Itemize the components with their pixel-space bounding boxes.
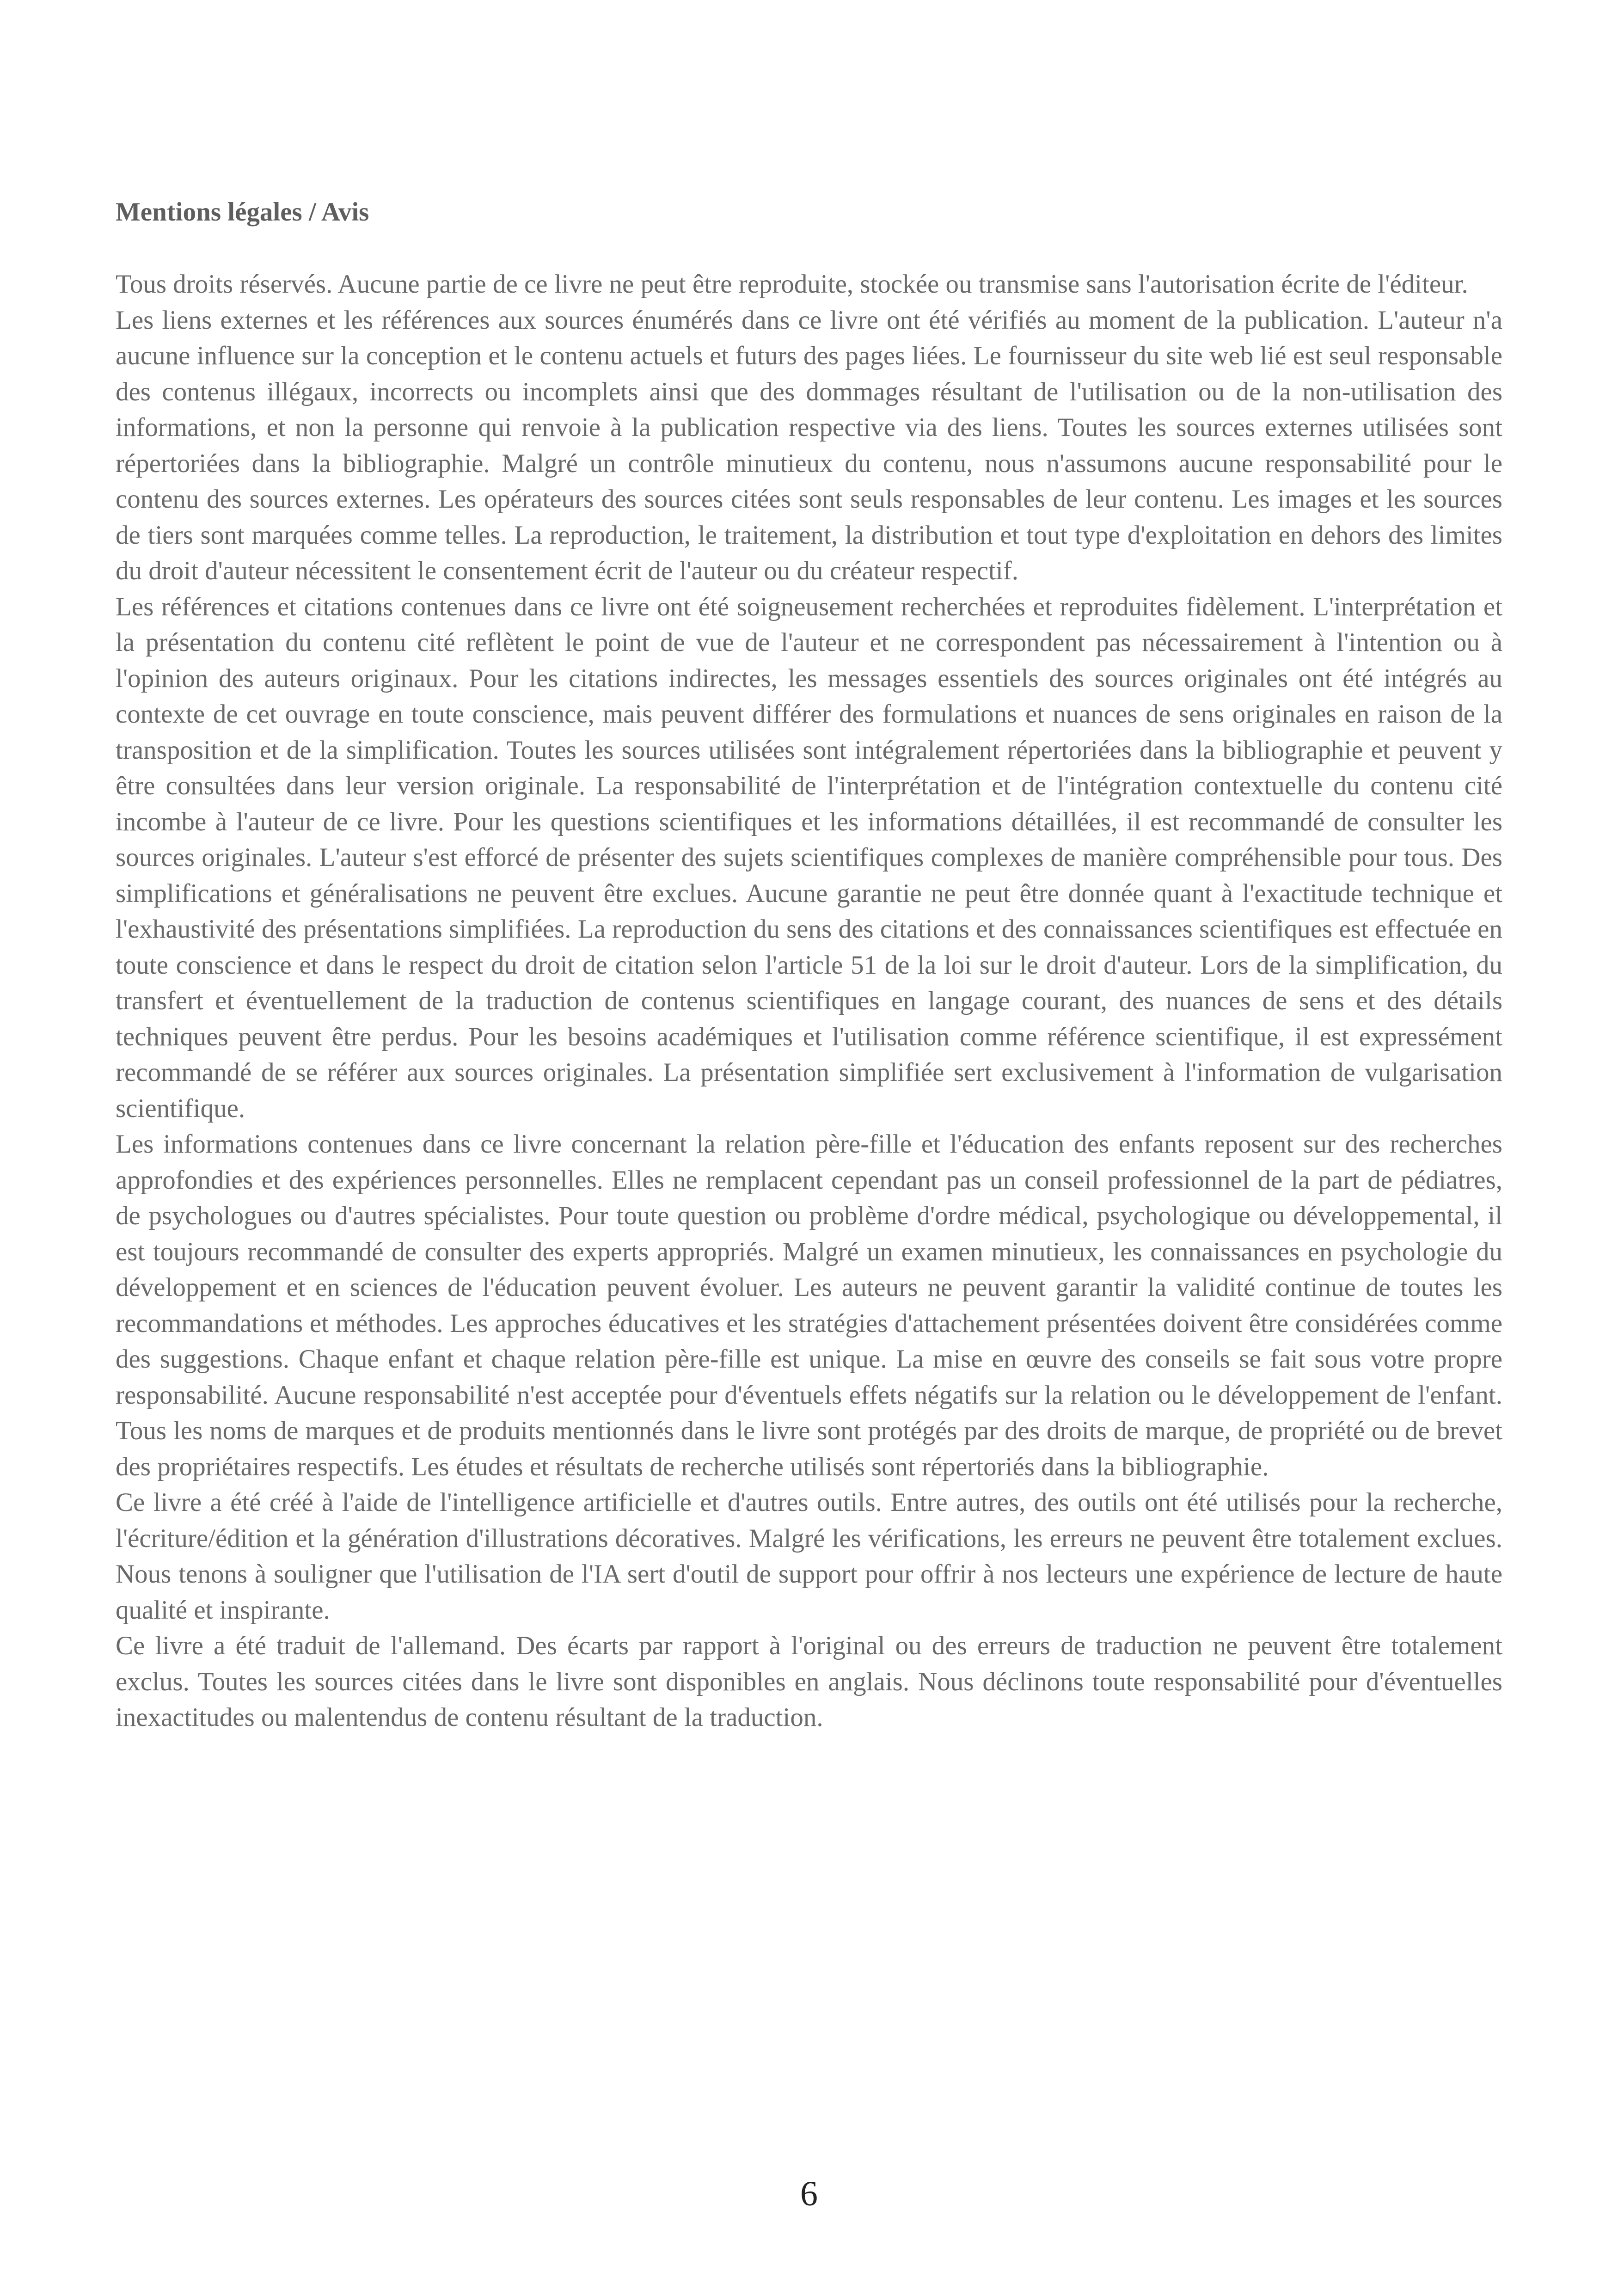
paragraph-external-links: Les liens externes et les références aux sources énumérés dans ce livre ont été vérifiés au moment de la publication. L'auteur n'a aucune influence sur la conception et le contenu actuels et futurs des pages liées. Le fournisseur du site web lié est seul responsable des contenus illégaux, incorrects ou incomplets ainsi que des dommages résultant de l'utilisation ou de la non-utilisation des informations, et non la personne qui renvoie à la publication respective via des liens. Toutes les sources externes utilisées sont répertoriées dans la bibliographie. Malgré un contrôle minutieux du contenu, nous n'assumons aucune responsabilité pour le contenu des sources externes. Les opérateurs des sources citées sont seuls responsables de leur contenu. Les images et les sources de tiers sont marquées comme telles. La reproduction, le traitement, la distribution et tout type d'exploitation en dehors des limites du droit d'auteur nécessitent le consentement écrit de l'auteur ou du créateur respectif.	[116, 305, 1502, 585]
paragraph-education-disclaimer: Les informations contenues dans ce livre concernant la relation père-fille et l'éducation des enfants reposent sur des recherches approfondies et des expériences personnelles. Elles ne remplacent cependant pas un conseil professionnel de la part de pédiatres, de psychologues ou d'autres spécialistes. Pour toute question ou problème d'ordre médical, psychologique ou développemental, il est toujours recommandé de consulter des experts appropriés. Malgré un examen minutieux, les connaissances en psychologie du développement et en sciences de l'éducation peuvent évoluer. Les auteurs ne peuvent garantir la validité continue de toutes les recommandations et méthodes. Les approches éducatives et les stratégies d'attachement présentées doivent être considérées comme des suggestions. Chaque enfant et chaque relation père-fille est unique. La mise en œuvre des conseils se fait sous votre propre responsabilité. Aucune responsabilité n'est acceptée pour d'éventuels effets négatifs sur la relation ou le développement de l'enfant. Tous les noms de marques et de produits mentionnés dans le livre sont protégés par des droits de marque, de propriété ou de brevet des propriétaires respectifs. Les études et résultats de recherche utilisés sont répertoriés dans la bibliographie.	[116, 1130, 1502, 1481]
paragraph-citations: Les références et citations contenues dans ce livre ont été soigneusement recherchées et reproduites fidèlement. L'interprétation et la présentation du contenu cité reflètent le point de vue de l'auteur et ne correspondent pas nécessairement à l'intention ou à l'opinion des auteurs originaux. Pour les citations indirectes, les messages essentiels des sources originales ont été intégrés au contexte de cet ouvrage en toute conscience, mais peuvent différer des formulations et nuances de sens originales en raison de la transposition et de la simplification. Toutes les sources utilisées sont intégralement répertoriées dans la bibliographie et peuvent y être consultées dans leur version originale. La responsabilité de l'interprétation et de l'intégration contextuelle du contenu cité incombe à l'auteur de ce livre. Pour les questions scientifiques et les informations détaillées, il est recommandé de consulter les sources originales. L'auteur s'est efforcé de présenter des sujets scientifiques complexes de manière compréhensible pour tous. Des simplifications et généralisations ne peuvent être exclues. Aucune garantie ne peut être donnée quant à l'exactitude technique et l'exhaustivité des présentations simplifiées. La reproduction du sens des citations et des connaissances scientifiques est effectuée en toute conscience et dans le respect du droit de citation selon l'article 51 de la loi sur le droit d'auteur. Lors de la simplification, du transfert et éventuellement de la traduction de contenus scientifiques en langage courant, des nuances de sens et des détails techniques peuvent être perdus. Pour les besoins académiques et l'utilisation comme référence scientifique, il est expressément recommandé de se référer aux sources originales. La présentation simplifiée sert exclusivement à l'information de vulgarisation scientifique.	[116, 592, 1502, 1123]
page-content	[116, 194, 1502, 1736]
page-title: Mentions légales / Avis	[116, 197, 369, 227]
paragraph-rights: Tous droits réservés. Aucune partie de ce livre ne peut être reproduite, stockée ou transmise sans l'autorisation écrite de l'éditeur.	[116, 270, 1468, 299]
page-number: 6	[800, 2174, 818, 2213]
paragraph-ai-notice: Ce livre a été créé à l'aide de l'intelligence artificielle et d'autres outils. Entre autres, des outils ont été utilisés pour la recherche, l'écriture/édition et la génération d'illustrations décoratives. Malgré les vérifications, les erreurs ne peuvent être totalement exclues. Nous tenons à souligner que l'utilisation de l'IA sert d'outil de support pour offrir à nos lecteurs une expérience de lecture de haute qualité et inspirante.	[116, 1488, 1502, 1625]
paragraph-translation-notice: Ce livre a été traduit de l'allemand. Des écarts par rapport à l'original ou des erreurs de traduction ne peuvent être totalement exclus. Toutes les sources citées dans le livre sont disponibles en anglais. Nous déclinons toute responsabilité pour d'éventuelles inexactitudes ou malentendus de contenu résultant de la traduction.	[116, 1631, 1502, 1732]
